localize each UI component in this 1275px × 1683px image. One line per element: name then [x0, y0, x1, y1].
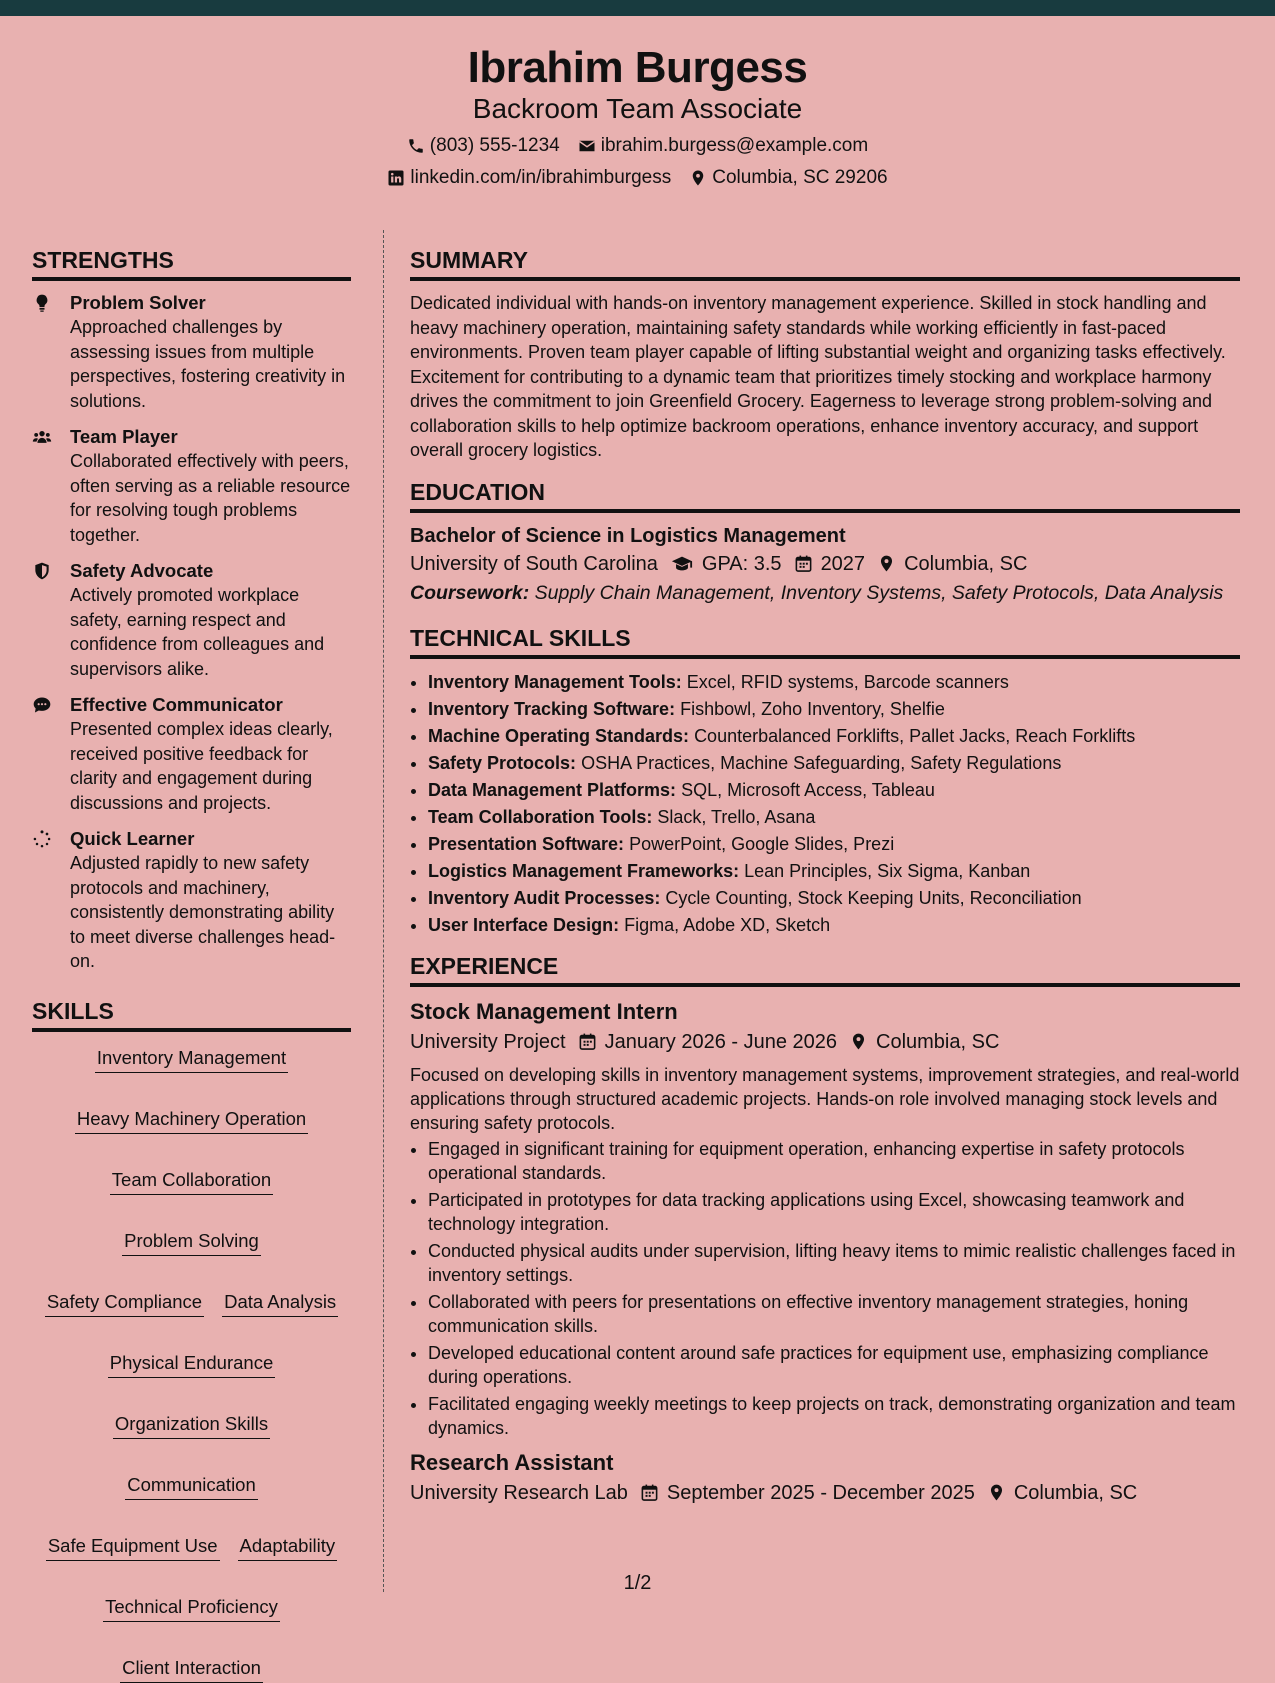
- job-dates: September 2025 - December 2025: [666, 1481, 975, 1504]
- tech-skill-label: Inventory Tracking Software:: [428, 698, 676, 719]
- phone-icon: [407, 137, 425, 155]
- map-pin-icon: [849, 1032, 868, 1051]
- job-location: Columbia, SC: [876, 1030, 1000, 1053]
- list-item: • Engaged in significant training for equipment operation, enhancing expertise in safety protocols operational standards.: [428, 1137, 1240, 1185]
- summary-text: Dedicated individual with hands-on inventory management experience. Skilled in stock handling and heavy machinery operation, maintaining safety standards while working efficiently in fast-paced environments. Proven team player capable of lifting substantial weight and organizing tasks effectively. Excitement for contributing to a dynamic team that prioritizes timely stocking and workplace harmony drives the commitment to join Greenfield Grocery. Eagerness to leverage strong problem-solving and collaboration skills to help optimize backroom operations, enhance inventory accuracy, and support overall grocery logistics.: [410, 293, 1226, 460]
- list-item: [428, 750, 1240, 777]
- strength-desc: Actively promoted workplace safety, earning respect and confidence from colleagues and supervisors alike.: [70, 585, 325, 679]
- strength-title: Team Player: [70, 426, 178, 447]
- contact-phone[interactable]: [407, 134, 560, 158]
- list-item: [428, 669, 1240, 696]
- skill-tag: Data Analysis: [222, 1290, 338, 1317]
- skill-tag: Problem Solving: [122, 1229, 261, 1256]
- experience-entry: [410, 997, 1240, 1440]
- tech-skill-label: Team Collaboration Tools:: [428, 806, 653, 827]
- strength-item: [32, 559, 351, 681]
- skill-tag: Communication: [125, 1473, 258, 1500]
- tech-skill-value: Excel, RFID systems, Barcode scanners: [686, 671, 1009, 692]
- linkedin-icon: [387, 169, 405, 187]
- contact-location: [689, 166, 887, 190]
- tech-skill-label: Inventory Management Tools:: [428, 671, 682, 692]
- skill-tag: Client Interaction: [120, 1656, 263, 1683]
- strengths-heading: STRENGTHS: [32, 245, 351, 281]
- experience-entry: [410, 1448, 1240, 1508]
- strength-item: [32, 693, 351, 815]
- strength-item: [32, 425, 351, 547]
- skill-tag: Safe Equipment Use: [46, 1534, 220, 1561]
- tech-skill-value: OSHA Practices, Machine Safeguarding, Safety Regulations: [581, 752, 1062, 773]
- map-pin-icon: [987, 1483, 1006, 1502]
- education-year: 2027: [820, 552, 866, 575]
- skill-tag: Organization Skills: [113, 1412, 270, 1439]
- education-coursework: [410, 581, 1240, 605]
- right-column: [410, 245, 1240, 1508]
- column-divider: [383, 230, 384, 1592]
- tech-skill-label: Inventory Audit Processes:: [428, 887, 661, 908]
- tech-skill-label: Machine Operating Standards:: [428, 725, 690, 746]
- list-item: [428, 696, 1240, 723]
- strength-item: [32, 291, 351, 413]
- page-number: 1/2: [623, 1572, 652, 1594]
- map-pin-icon: [877, 554, 896, 573]
- list-item: • Collaborated with peers for presentations on effective inventory management strategies, honing communication skills.: [428, 1290, 1240, 1338]
- users-icon: [32, 427, 52, 447]
- contact-linkedin[interactable]: [387, 166, 671, 190]
- strength-desc: Presented complex ideas clearly, received positive feedback for clarity and engagement during discussions and projects.: [70, 719, 333, 813]
- job-description: Focused on developing skills in inventory management systems, improvement strategies, and real-world applications through structured academic projects. Hands-on role involved managing stock levels and ensuring safety protocols.: [410, 1064, 1240, 1133]
- strength-desc: Collaborated effectively with peers, often serving as a reliable resource for resolving tough problems together.: [70, 451, 351, 545]
- strength-title: Safety Advocate: [70, 560, 214, 581]
- tech-skill-value: Counterbalanced Forklifts, Pallet Jacks, Reach Forklifts: [694, 725, 1136, 746]
- skill-tag: Adaptability: [238, 1534, 338, 1561]
- tech-skill-value: PowerPoint, Google Slides, Prezi: [629, 833, 895, 854]
- education-meta: [410, 549, 1240, 579]
- calendar-icon: [578, 1032, 597, 1051]
- shield-icon: [32, 561, 52, 581]
- tech-skill-value: Cycle Counting, Stock Keeping Units, Reconciliation: [665, 887, 1082, 908]
- resume-header: [0, 16, 1275, 204]
- strength-title: Problem Solver: [70, 292, 206, 313]
- calendar-icon: [794, 554, 813, 573]
- tech-skill-label: Data Management Platforms:: [428, 779, 677, 800]
- tech-skill-value: Slack, Trello, Asana: [657, 806, 816, 827]
- job-location: Columbia, SC: [1013, 1481, 1138, 1504]
- job-title: Research Assistant: [410, 1449, 614, 1475]
- calendar-icon: [640, 1483, 659, 1502]
- education-heading: EDUCATION: [410, 477, 1240, 513]
- tech-skill-value: Lean Principles, Six Sigma, Kanban: [744, 860, 1031, 881]
- tech-skill-label: Logistics Management Frameworks:: [428, 860, 740, 881]
- tech-skill-value: Figma, Adobe XD, Sketch: [624, 914, 831, 935]
- strength-desc: Adjusted rapidly to new safety protocols and machinery, consistently demonstrating ability to meet diverse challenges head-on.: [70, 853, 336, 971]
- job-org: University Project: [410, 1030, 566, 1053]
- strength-desc: Approached challenges by assessing issues from multiple perspectives, fostering creativity in solutions.: [70, 317, 346, 411]
- coursework-label: Coursework:: [410, 581, 530, 604]
- education-degree: Bachelor of Science in Logistics Management: [410, 524, 846, 547]
- summary-heading: SUMMARY: [410, 245, 1240, 281]
- strength-item: [32, 827, 351, 974]
- speech-bubble-icon: [32, 695, 52, 715]
- list-item: [428, 831, 1240, 858]
- education-school: University of South Carolina: [410, 552, 658, 575]
- list-item: • Facilitated engaging weekly meetings to keep projects on track, demonstrating organization and team dynamics.: [428, 1392, 1240, 1440]
- tech-skill-label: User Interface Design:: [428, 914, 620, 935]
- list-item: [428, 777, 1240, 804]
- education-location: Columbia, SC: [904, 552, 1028, 575]
- list-item: [428, 723, 1240, 750]
- strength-title: Effective Communicator: [70, 694, 283, 715]
- skill-tag: Team Collaboration: [110, 1168, 273, 1195]
- job-title: Stock Management Intern: [410, 998, 678, 1024]
- skill-tag: Technical Proficiency: [103, 1595, 280, 1622]
- list-item: [428, 885, 1240, 912]
- list-item: [428, 858, 1240, 885]
- job-org: University Research Lab: [410, 1481, 628, 1504]
- lightbulb-icon: [32, 293, 52, 313]
- envelope-icon: [578, 137, 596, 155]
- candidate-name: Ibrahim Burgess: [467, 43, 808, 92]
- email-text: ibrahim.burgess@example.com: [600, 135, 869, 156]
- tech-skill-label: Presentation Software:: [428, 833, 625, 854]
- linkedin-text: linkedin.com/in/ibrahimburgess: [410, 167, 672, 188]
- graduation-cap-icon: [670, 553, 694, 575]
- tech-skill-label: Safety Protocols:: [428, 752, 577, 773]
- education-gpa: GPA: 3.5: [701, 552, 782, 575]
- skill-tag: Physical Endurance: [108, 1351, 276, 1378]
- top-accent-bar: [0, 0, 1275, 16]
- list-item: [428, 804, 1240, 831]
- tech-skill-value: SQL, Microsoft Access, Tableau: [681, 779, 935, 800]
- phone-text: (803) 555-1234: [429, 135, 560, 156]
- experience-heading: EXPERIENCE: [410, 951, 1240, 987]
- candidate-role: Backroom Team Associate: [472, 93, 803, 124]
- map-pin-icon: [689, 169, 707, 187]
- tech-skill-value: Fishbowl, Zoho Inventory, Shelfie: [680, 698, 945, 719]
- job-dates: January 2026 - June 2026: [604, 1030, 838, 1053]
- job-meta: [410, 1478, 1240, 1508]
- strength-title: Quick Learner: [70, 828, 195, 849]
- list-item: • Developed educational content around safe practices for equipment use, emphasizing compliance during operations.: [428, 1341, 1240, 1389]
- technical-skills-list: [410, 669, 1240, 939]
- spinner-icon: [32, 829, 52, 849]
- skill-tag: Safety Compliance: [45, 1290, 204, 1317]
- skills-heading: SKILLS: [32, 996, 351, 1032]
- contact-email[interactable]: [578, 134, 868, 158]
- list-item: [428, 912, 1240, 939]
- job-meta: [410, 1027, 1240, 1057]
- job-bullets: [410, 1137, 1240, 1440]
- list-item: • Participated in prototypes for data tracking applications using Excel, showcasing teamwork and technology integration.: [428, 1188, 1240, 1236]
- contact-row-2: [0, 166, 1275, 190]
- technical-skills-heading: TECHNICAL SKILLS: [410, 623, 1240, 659]
- location-text: Columbia, SC 29206: [712, 167, 888, 188]
- left-column: [32, 245, 351, 1683]
- skill-tag: Inventory Management: [95, 1046, 288, 1073]
- coursework-text: Supply Chain Management, Inventory Systems, Safety Protocols, Data Analysis: [534, 581, 1224, 604]
- contact-row-1: [0, 134, 1275, 158]
- list-item: • Conducted physical audits under supervision, lifting heavy items to mimic realistic challenges faced in inventory settings.: [428, 1239, 1240, 1287]
- skill-tag: Heavy Machinery Operation: [75, 1107, 308, 1134]
